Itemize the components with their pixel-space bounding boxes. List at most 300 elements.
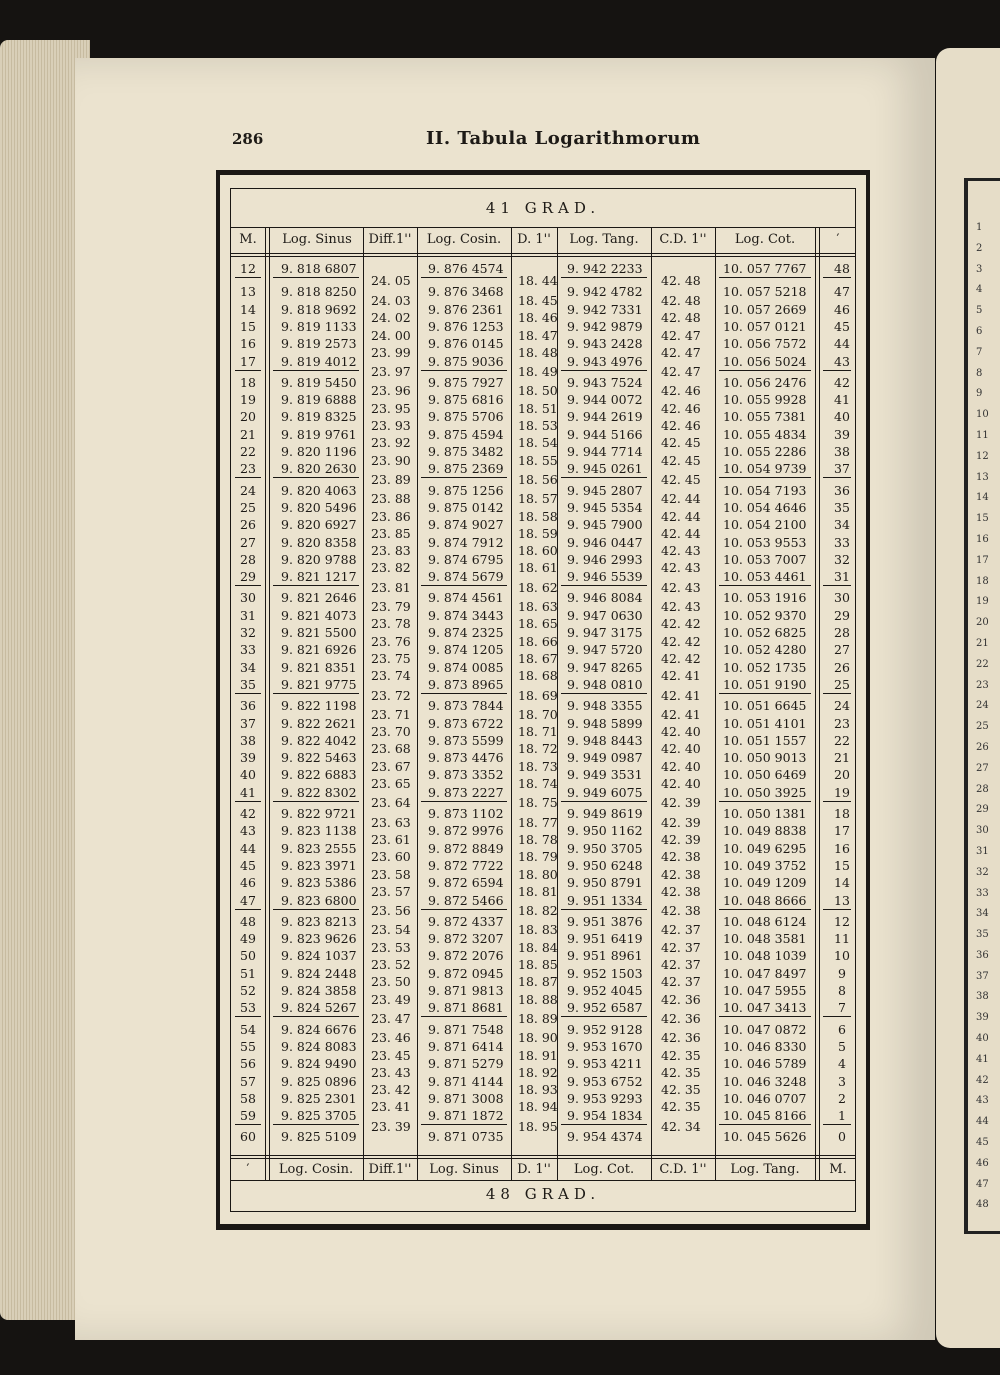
log-tang-cell: 9. 951 8961	[567, 948, 643, 964]
diff-tang-cell-row	[231, 884, 855, 899]
minute-right-cell: 23	[834, 715, 850, 731]
diff-tang-cell-row	[231, 832, 855, 847]
facing-minute: 15	[976, 513, 989, 525]
log-cot-cell: 10. 048 3581	[723, 931, 807, 947]
diff-cosin-cell: 18. 75	[518, 795, 558, 811]
diff-tang-cell: 42. 36	[661, 1030, 701, 1046]
diff-tang-cell: 42. 43	[661, 543, 701, 559]
log-sinus-cell: 9. 822 8302	[281, 784, 357, 800]
diff-cosin-cell: 18. 87	[518, 974, 558, 990]
diff-tang-cell: 42. 45	[661, 452, 701, 468]
log-tang-cell: 9. 949 0987	[567, 750, 643, 766]
footer-d: D. 1''	[517, 1162, 551, 1177]
log-cosin-cell: 9. 874 4561	[428, 590, 504, 606]
log-cot-cell: 10. 051 9190	[723, 676, 807, 692]
minute-right-cell: 1	[838, 1108, 846, 1124]
minute-cell: 14	[240, 301, 256, 317]
diff-tang-cell-row	[231, 867, 855, 882]
diff-sinus-cell: 24. 03	[371, 292, 411, 308]
diff-tang-cell-row	[231, 401, 855, 416]
diff-sinus-cell: 23. 42	[371, 1082, 411, 1098]
minute-cell: 23	[240, 461, 256, 477]
footer-rule	[231, 1158, 855, 1159]
facing-minute: 12	[976, 450, 989, 462]
log-cot-cell: 10. 053 9553	[723, 534, 807, 550]
log-tang-cell: 9. 948 5899	[567, 715, 643, 731]
log-sinus-cell: 9. 819 9761	[281, 426, 357, 442]
log-cot-cell: 10. 055 2286	[723, 444, 807, 459]
log-sinus-cell: 9. 823 2555	[281, 840, 357, 856]
log-cot-cell: 10. 045 8166	[723, 1108, 807, 1124]
diff-tang-cell: 42. 48	[661, 292, 701, 308]
diff-tang-cell: 42. 37	[661, 939, 701, 955]
log-tang-cell: 9. 949 6075	[567, 784, 643, 800]
diff-cosin-cell: 18. 78	[518, 831, 558, 847]
log-cosin-cell: 9. 873 3352	[428, 767, 504, 783]
minute-right-cell: 41	[834, 392, 850, 408]
diff-sinus-cell: 24. 02	[371, 310, 411, 326]
log-tang-cell: 9. 947 3175	[567, 625, 643, 640]
facing-minute: 44	[976, 1116, 989, 1128]
diff-tang-cell: 42. 42	[661, 650, 701, 666]
log-sinus-cell: 9. 825 2301	[281, 1090, 357, 1106]
diff-sinus-cell: 23. 99	[371, 344, 411, 360]
log-sinus-cell: 9. 822 9721	[281, 806, 357, 821]
log-sinus-cell: 9. 822 5463	[281, 750, 357, 766]
log-cosin-cell: 9. 872 9976	[428, 823, 504, 839]
log-tang-cell: 9. 945 2807	[567, 482, 643, 498]
log-tang-cell: 9. 954 4374	[567, 1129, 643, 1145]
minute-cell: 38	[240, 732, 256, 748]
minute-cell: 40	[240, 767, 256, 783]
log-cosin-cell: 9. 875 2369	[428, 461, 504, 477]
log-tang-cell: 9. 950 1162	[567, 823, 643, 839]
minute-right-cell: 9	[838, 965, 846, 981]
log-cot-cell: 10. 049 1209	[723, 875, 807, 891]
diff-sinus-cell: 23. 71	[371, 706, 411, 722]
header-minute: M.	[239, 232, 257, 247]
diff-tang-cell-row	[231, 1099, 855, 1114]
log-cosin-cell: 9. 875 7927	[428, 374, 504, 390]
log-cosin-cell: 9. 875 9036	[428, 353, 504, 369]
diff-tang-cell-row	[231, 616, 855, 631]
diff-cosin-cell: 18. 67	[518, 650, 558, 666]
diff-cosin-cell: 18. 84	[518, 939, 558, 955]
log-tang-cell: 9. 944 2619	[567, 409, 643, 425]
facing-minute: 1	[976, 222, 983, 233]
minute-right-cell: 5	[838, 1038, 846, 1054]
log-cosin-cell: 9. 875 1256	[428, 482, 504, 498]
minute-right-cell: 27	[834, 642, 850, 658]
minute-cell: 31	[240, 607, 256, 623]
diff-tang-cell-row	[231, 688, 855, 703]
footer-minute: ′	[246, 1162, 250, 1177]
log-cosin-cell: 9. 876 2361	[428, 301, 504, 317]
log-cosin-cell: 9. 871 4144	[428, 1073, 504, 1089]
log-tang-cell: 9. 953 9293	[567, 1090, 643, 1106]
page-number: 286	[232, 130, 264, 148]
log-sinus-cell: 9. 820 1196	[281, 444, 357, 459]
facing-minute: 25	[976, 721, 989, 733]
minute-cell: 46	[240, 875, 256, 891]
diff-tang-cell: 42. 46	[661, 418, 701, 434]
minute-cell: 17	[240, 353, 256, 369]
diff-tang-cell-row	[231, 903, 855, 918]
log-sinus-cell: 9. 821 5500	[281, 625, 357, 640]
log-sinus-cell: 9. 821 6926	[281, 642, 357, 658]
log-cot-cell: 10. 047 3413	[723, 1000, 807, 1016]
log-cot-cell: 10. 055 4834	[723, 426, 807, 442]
log-cosin-cell: 9. 872 3207	[428, 931, 504, 947]
log-cot-cell: 10. 048 6124	[723, 913, 807, 929]
log-cot-cell: 10. 049 3752	[723, 857, 807, 873]
log-cot-cell: 10. 057 2669	[723, 301, 807, 317]
minute-right-cell: 17	[834, 823, 850, 839]
diff-tang-cell: 42. 35	[661, 1099, 701, 1115]
log-sinus-cell: 9. 822 4042	[281, 732, 357, 748]
log-cot-cell: 10. 052 1735	[723, 659, 807, 675]
log-sinus-cell: 9. 820 5496	[281, 499, 357, 515]
minute-cell: 59	[240, 1108, 256, 1124]
minute-right-cell: 32	[834, 551, 850, 567]
diff-sinus-cell: 23. 79	[371, 599, 411, 615]
header-log-sinus: Log. Sinus	[282, 232, 352, 247]
diff-sinus-cell: 23. 72	[371, 687, 411, 703]
diff-cosin-cell: 18. 47	[518, 327, 558, 343]
diff-tang-cell-row	[231, 1048, 855, 1063]
log-cot-cell: 10. 046 0707	[723, 1090, 807, 1106]
log-tang-cell: 9. 945 0261	[567, 461, 643, 477]
footer-log-cot: Log. Cot.	[573, 1162, 635, 1177]
log-cosin-cell: 9. 875 3482	[428, 444, 504, 459]
diff-tang-cell-row	[231, 345, 855, 360]
minute-cell: 47	[240, 892, 256, 908]
minute-cell: 33	[240, 642, 256, 658]
facing-minute: 45	[976, 1137, 989, 1149]
minute-right-cell: 14	[834, 875, 850, 891]
facing-minute: 21	[976, 637, 989, 649]
log-sinus-cell: 9. 824 1037	[281, 948, 357, 964]
minute-cell: 12	[240, 261, 256, 276]
log-tang-cell: 9. 942 7331	[567, 301, 643, 317]
diff-sinus-cell: 23. 85	[371, 525, 411, 541]
diff-sinus-cell: 23. 67	[371, 758, 411, 774]
minute-right-cell: 43	[834, 353, 850, 369]
minute-cell: 54	[240, 1021, 256, 1037]
log-cosin-cell: 9. 871 1872	[428, 1108, 504, 1124]
minute-cell: 39	[240, 750, 256, 766]
diff-cosin-cell: 18. 50	[518, 383, 558, 399]
diff-sinus-cell: 23. 64	[371, 795, 411, 811]
facing-minute: 10	[976, 409, 989, 421]
log-tang-cell: 9. 945 5354	[567, 499, 643, 515]
log-sinus-cell: 9. 818 9692	[281, 301, 357, 317]
minute-cell: 43	[240, 823, 256, 839]
log-tang-cell: 9. 944 0072	[567, 392, 643, 408]
facing-minute: 22	[976, 658, 989, 670]
facing-minute: 19	[976, 596, 989, 608]
minute-cell: 32	[240, 625, 256, 640]
diff-sinus-cell: 23. 63	[371, 814, 411, 830]
diff-tang-cell-row	[231, 509, 855, 524]
diff-cosin-cell: 18. 72	[518, 741, 558, 757]
log-sinus-cell: 9. 818 8250	[281, 284, 357, 300]
diff-tang-cell: 42. 48	[661, 272, 701, 288]
diff-sinus-cell: 23. 56	[371, 903, 411, 919]
minute-cell: 34	[240, 659, 256, 675]
log-cosin-cell: 9. 874 1205	[428, 642, 504, 658]
diff-tang-cell-row	[231, 526, 855, 541]
diff-tang-cell-row	[231, 849, 855, 864]
log-cot-cell: 10. 057 0121	[723, 318, 807, 334]
minute-cell: 22	[240, 444, 256, 459]
facing-minute: 4	[976, 284, 983, 296]
minute-right-cell: 39	[834, 426, 850, 442]
facing-minute: 37	[976, 970, 989, 982]
diff-tang-cell: 42. 44	[661, 491, 701, 507]
log-cosin-cell: 9. 874 7912	[428, 534, 504, 550]
minute-cell: 45	[240, 857, 256, 873]
log-cot-cell: 10. 057 5218	[723, 284, 807, 300]
log-cot-cell: 10. 050 9013	[723, 750, 807, 766]
log-sinus-cell: 9. 820 9788	[281, 551, 357, 567]
footer-rule	[231, 1180, 855, 1181]
diff-tang-cell: 42. 38	[661, 866, 701, 882]
facing-minute: 14	[976, 492, 989, 504]
diff-cosin-cell: 18. 69	[518, 687, 558, 703]
minute-cell: 21	[240, 426, 256, 442]
minute-cell: 55	[240, 1038, 256, 1054]
facing-minute: 38	[976, 991, 989, 1003]
facing-minute: 8	[976, 367, 983, 379]
diff-sinus-cell: 23. 88	[371, 491, 411, 507]
log-sinus-cell: 9. 819 1133	[281, 318, 357, 334]
log-cosin-cell: 9. 871 8681	[428, 1000, 504, 1016]
log-cot-cell: 10. 056 5024	[723, 353, 807, 369]
log-cosin-cell: 9. 872 8849	[428, 840, 504, 856]
facing-minute: 5	[976, 305, 983, 317]
log-cot-cell: 10. 054 2100	[723, 517, 807, 533]
diff-sinus-cell: 23. 61	[371, 831, 411, 847]
footer-rule	[231, 1155, 855, 1156]
diff-tang-cell-row	[231, 974, 855, 989]
facing-minute: 7	[976, 346, 983, 358]
diff-tang-cell-row	[231, 491, 855, 506]
minute-cell: 60	[240, 1129, 256, 1145]
log-cosin-cell: 9. 874 5679	[428, 569, 504, 585]
log-sinus-cell: 9. 823 3971	[281, 857, 357, 873]
log-table	[230, 188, 856, 1212]
diff-tang-cell-row	[231, 795, 855, 810]
diff-tang-cell-row	[231, 1065, 855, 1080]
minute-cell: 51	[240, 965, 256, 981]
diff-tang-cell-row	[231, 922, 855, 937]
minute-right-cell: 44	[834, 336, 850, 352]
log-sinus-cell: 9. 823 5386	[281, 875, 357, 891]
minute-right-cell: 48	[834, 261, 850, 276]
diff-tang-cell: 42. 43	[661, 599, 701, 615]
minute-cell: 26	[240, 517, 256, 533]
diff-tang-cell: 42. 42	[661, 633, 701, 649]
log-cot-cell: 10. 051 1557	[723, 732, 807, 748]
log-sinus-cell: 9. 824 8083	[281, 1038, 357, 1054]
minute-right-cell: 3	[838, 1073, 846, 1089]
grad-top-label: 41 GRAD.	[485, 199, 601, 217]
log-cot-cell: 10. 052 9370	[723, 607, 807, 623]
minute-right-cell: 12	[834, 913, 850, 929]
log-sinus-cell: 9. 824 6676	[281, 1021, 357, 1037]
log-tang-cell: 9. 951 3876	[567, 913, 643, 929]
minute-cell: 28	[240, 551, 256, 567]
log-tang-cell: 9. 944 5166	[567, 426, 643, 442]
log-tang-cell: 9. 953 6752	[567, 1073, 643, 1089]
diff-sinus-cell: 23. 58	[371, 866, 411, 882]
diff-tang-cell: 42. 37	[661, 922, 701, 938]
minute-right-cell: 18	[834, 806, 850, 821]
diff-sinus-cell: 23. 57	[371, 883, 411, 899]
log-sinus-cell: 9. 822 1198	[281, 698, 357, 714]
minute-cell: 57	[240, 1073, 256, 1089]
diff-sinus-cell: 23. 92	[371, 435, 411, 451]
header-cd: C.D. 1''	[659, 232, 707, 247]
diff-tang-cell-row	[231, 273, 855, 288]
minute-right-cell: 20	[834, 767, 850, 783]
diff-tang-cell: 42. 35	[661, 1064, 701, 1080]
diff-tang-cell-row	[231, 599, 855, 614]
minute-right-cell: 10	[834, 948, 850, 964]
minute-right-cell: 8	[838, 983, 846, 998]
facing-minute: 47	[976, 1178, 989, 1190]
diff-tang-cell-row	[231, 707, 855, 722]
diff-cosin-cell: 18. 65	[518, 616, 558, 632]
log-tang-cell: 9. 953 1670	[567, 1038, 643, 1054]
diff-tang-cell-row	[231, 472, 855, 487]
minute-right-cell: 31	[834, 569, 850, 585]
log-tang-cell: 9. 950 8791	[567, 875, 643, 891]
diff-tang-cell-row	[231, 724, 855, 739]
log-cot-cell: 10. 048 1039	[723, 948, 807, 964]
log-tang-cell: 9. 949 3531	[567, 767, 643, 783]
diff-cosin-cell: 18. 57	[518, 491, 558, 507]
log-tang-cell: 9. 945 7900	[567, 517, 643, 533]
diff-cosin-cell: 18. 77	[518, 814, 558, 830]
diff-sinus-cell: 23. 78	[371, 616, 411, 632]
minute-cell: 24	[240, 482, 256, 498]
log-sinus-cell: 9. 824 5267	[281, 1000, 357, 1016]
log-cot-cell: 10. 049 8838	[723, 823, 807, 839]
minute-cell: 58	[240, 1090, 256, 1106]
diff-cosin-cell: 18. 63	[518, 599, 558, 615]
facing-minute: 6	[976, 325, 983, 337]
log-sinus-cell: 9. 825 3705	[281, 1108, 357, 1124]
diff-tang-cell-row	[231, 293, 855, 308]
diff-cosin-cell: 18. 89	[518, 1010, 558, 1026]
diff-sinus-cell: 23. 52	[371, 957, 411, 973]
bottom-rule	[216, 1224, 870, 1226]
log-cosin-cell: 9. 871 3008	[428, 1090, 504, 1106]
diff-tang-cell-row	[231, 560, 855, 575]
diff-cosin-cell: 18. 71	[518, 724, 558, 740]
log-sinus-cell: 9. 825 0896	[281, 1073, 357, 1089]
log-sinus-cell: 9. 823 9626	[281, 931, 357, 947]
log-sinus-cell: 9. 821 8351	[281, 659, 357, 675]
diff-cosin-cell: 18. 49	[518, 364, 558, 380]
log-cot-cell: 10. 051 4101	[723, 715, 807, 731]
minute-cell: 20	[240, 409, 256, 425]
diff-tang-cell: 42. 37	[661, 957, 701, 973]
diff-tang-cell-row	[231, 543, 855, 558]
minute-right-cell: 24	[834, 698, 850, 714]
minute-right-cell: 42	[834, 374, 850, 390]
log-cot-cell: 10. 046 8330	[723, 1038, 807, 1054]
header-diff-sinus: Diff.1''	[368, 232, 412, 247]
log-cosin-cell: 9. 874 2325	[428, 625, 504, 640]
log-sinus-cell: 9. 824 2448	[281, 965, 357, 981]
diff-cosin-cell: 18. 53	[518, 418, 558, 434]
diff-cosin-cell: 18. 54	[518, 435, 558, 451]
log-cot-cell: 10. 054 4646	[723, 499, 807, 515]
log-cosin-cell: 9. 873 5599	[428, 732, 504, 748]
minute-cell: 41	[240, 784, 256, 800]
diff-tang-cell-row	[231, 1011, 855, 1026]
log-tang-cell: 9. 947 0630	[567, 607, 643, 623]
diff-tang-cell: 42. 36	[661, 1010, 701, 1026]
diff-cosin-cell: 18. 90	[518, 1030, 558, 1046]
diff-sinus-cell: 23. 43	[371, 1064, 411, 1080]
log-cosin-cell: 9. 875 5706	[428, 409, 504, 425]
facing-minute: 48	[976, 1199, 989, 1211]
minute-cell: 16	[240, 336, 256, 352]
log-cosin-cell: 9. 873 2227	[428, 784, 504, 800]
minute-right-cell: 34	[834, 517, 850, 533]
diff-cosin-cell: 18. 55	[518, 452, 558, 468]
log-cot-cell: 10. 050 6469	[723, 767, 807, 783]
minute-right-cell: 46	[834, 301, 850, 317]
facing-minute: 40	[976, 1033, 989, 1045]
diff-cosin-cell: 18. 79	[518, 849, 558, 865]
log-sinus-cell: 9. 821 4073	[281, 607, 357, 623]
diff-tang-cell-row	[231, 815, 855, 830]
log-tang-cell: 9. 946 8084	[567, 590, 643, 606]
diff-sinus-cell: 23. 68	[371, 741, 411, 757]
facing-minute: 28	[976, 783, 989, 795]
log-cosin-cell: 9. 871 5279	[428, 1056, 504, 1072]
minute-right-cell: 37	[834, 461, 850, 477]
diff-sinus-cell: 23. 47	[371, 1010, 411, 1026]
minute-right-cell: 28	[834, 625, 850, 640]
diff-tang-cell: 42. 39	[661, 795, 701, 811]
diff-tang-cell: 42. 43	[661, 560, 701, 576]
facing-minute: 27	[976, 762, 989, 774]
minute-right-cell: 40	[834, 409, 850, 425]
log-cot-cell: 10. 057 7767	[723, 261, 807, 276]
minute-cell: 48	[240, 913, 256, 929]
diff-tang-cell: 42. 35	[661, 1082, 701, 1098]
minute-right-cell: 4	[838, 1056, 846, 1072]
diff-sinus-cell: 23. 39	[371, 1118, 411, 1134]
diff-sinus-cell: 23. 65	[371, 776, 411, 792]
log-sinus-cell: 9. 819 4012	[281, 353, 357, 369]
diff-sinus-cell: 24. 05	[371, 272, 411, 288]
log-cosin-cell: 9. 872 7722	[428, 857, 504, 873]
grad-bottom-label: 48 GRAD.	[485, 1185, 601, 1203]
diff-tang-cell-row	[231, 383, 855, 398]
log-cosin-cell: 9. 872 5466	[428, 892, 504, 908]
diff-cosin-cell: 18. 56	[518, 471, 558, 487]
log-tang-cell: 9. 949 8619	[567, 806, 643, 821]
header-minute-right: ′	[836, 232, 840, 247]
diff-tang-cell: 42. 41	[661, 687, 701, 703]
